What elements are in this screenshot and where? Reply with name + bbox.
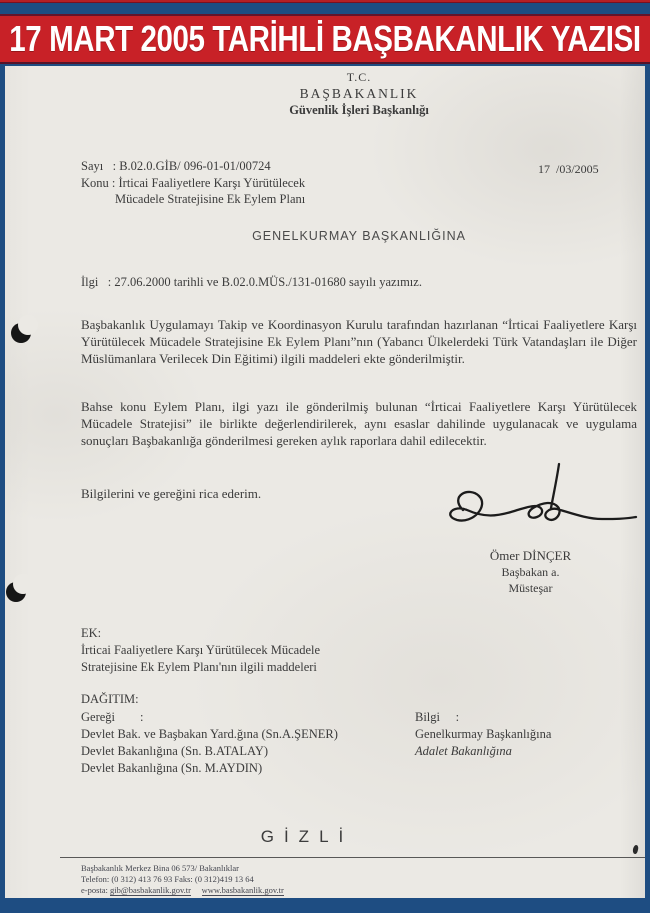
sayi-line: Sayı : B.02.0.GİB/ 096-01-01/00724 <box>81 159 271 173</box>
geregi-item: Devlet Bakanlığına (Sn. B.ATALAY) <box>81 744 269 758</box>
letterhead-org: BAŞBAKANLIK <box>299 86 419 101</box>
footer-website: www.basbakanlik.gov.tr <box>201 885 284 895</box>
body-paragraph-1: Başbakanlık Uygulamayı Takip ve Koordinasyon Kurulu tarafından hazırlanan “İrticai Faaliyetlere Karşı Yürütülecek Mücadele Stratejisine Ek Eylem Planı”nın (Yabancı Ülkelerdeki Türk Vatandaşları ile Diğer Müslümanlara Verilecek Din Eğitimi) ilgili maddeleri ekte gönderilmiştir. <box>81 317 637 366</box>
classification-marking: GİZLİ <box>260 827 354 846</box>
geregi-item: Devlet Bakanlığına (Sn. M.AYDIN) <box>81 761 263 775</box>
attachment-line-1: İrticai Faaliyetlere Karşı Yürütülecek Mücadele <box>81 643 321 657</box>
body-paragraph-2: Bahse konu Eylem Planı, ilgi yazı ile gönderilmiş bulunan “İrticai Faaliyetlere Karşı Yürütülecek Mücadele Stratejisi” ile birlikte değerlendirilerek, aynı esaslar dahilinde uygulanacak ve uygulama sonuçları Başbakanlığa gönderilmesi gereken aylık raporlara dahil edilecektir. <box>81 399 637 448</box>
footer-address: Başbakanlık Merkez Bina 06 573/ Bakanlıklar <box>81 863 239 873</box>
news-banner <box>0 14 650 64</box>
scan-artifact-speck <box>632 845 639 855</box>
footer-contact-line <box>81 885 284 896</box>
geregi-item: Devlet Bak. ve Başbakan Yard.ğına (Sn.A.ŞENER) <box>81 727 338 741</box>
letterhead <box>69 70 649 118</box>
scan-artifact-crescent <box>6 582 26 602</box>
document-paper <box>5 66 645 898</box>
frame-top-stripe <box>0 0 650 3</box>
attachment-line-2: Stratejisine Ek Eylem Planı'nın ilgili maddeleri <box>81 660 317 674</box>
konu-line-2: Mücadele Stratejisine Ek Eylem Planı <box>115 192 306 206</box>
signature-scrawl <box>433 462 641 554</box>
geregi-header: Gereği : <box>81 710 144 724</box>
bilgi-header: Bilgi : <box>415 710 460 724</box>
footer-divider <box>60 857 645 858</box>
footer-block <box>81 863 284 896</box>
footer-phone: Telefon: (0 312) 413 76 93 Faks: (0 312)419 13 64 <box>81 874 254 884</box>
banner-title: 17 MART 2005 TARİHLİ BAŞBAKANLIK YAZISI <box>9 18 641 59</box>
closing-line: Bilgilerini ve gereğini rica ederim. <box>81 486 262 501</box>
distribution-geregi-column <box>81 709 338 777</box>
signatory-title-2: Müsteşar <box>508 581 553 595</box>
distribution-bilgi-column <box>415 709 551 760</box>
distribution-label: DAĞITIM: <box>81 692 139 706</box>
spacer <box>193 885 199 895</box>
attachment-section <box>81 625 320 676</box>
attachment-label: EK: <box>81 626 102 640</box>
signatory-name: Ömer DİNÇER <box>489 548 572 563</box>
meta-block <box>81 158 305 192</box>
letterhead-state: T.C. <box>346 70 372 84</box>
addressee-line: GENELKURMAY BAŞKANLIĞINA <box>252 229 466 243</box>
signatory-block <box>433 548 628 596</box>
document-date: 17 /03/2005 <box>538 162 599 176</box>
bilgi-item: Genelkurmay Başkanlığına <box>415 727 552 741</box>
konu-line: Konu : İrticai Faaliyetlere Karşı Yürütülecek <box>81 176 306 190</box>
letterhead-dept: Güvenlik İşleri Başkanlığı <box>289 103 429 117</box>
ilgi-line: İlgi : 27.06.2000 tarihli ve B.02.0.MÜS./131-01680 sayılı yazımız. <box>81 275 422 289</box>
scan-artifact-crescent <box>11 323 31 343</box>
bilgi-item: Adalet Bakanlığına <box>415 744 512 758</box>
footer-email: gib@basbakanlik.gov.tr <box>110 885 191 895</box>
signatory-title-1: Başbakan a. <box>501 565 560 579</box>
footer-email-label: e-posta: <box>81 885 111 895</box>
